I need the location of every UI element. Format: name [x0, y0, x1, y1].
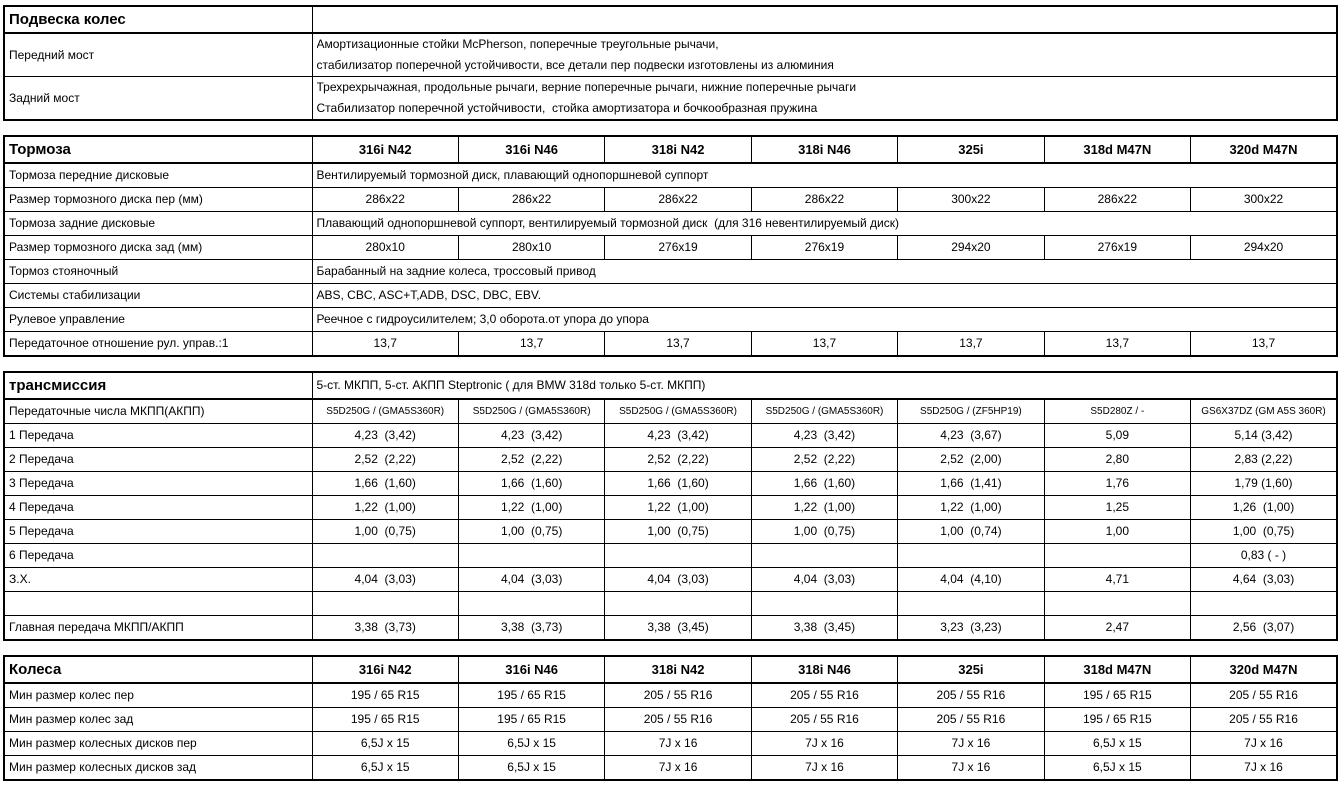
row-label: Размер тормозного диска зад (мм): [4, 236, 312, 260]
table-row: [4, 708, 1337, 732]
row-label: Задний мост: [4, 77, 312, 121]
spec-value: 195 / 65 R15: [458, 708, 604, 732]
description-line: Стабилизатор поперечной устойчивости, стойка амортизатора и бочкообразная пружина: [316, 101, 818, 115]
spec-value: 1,22 (1,00): [458, 496, 604, 520]
spec-value: 1,66 (1,41): [898, 472, 1044, 496]
spec-value: [605, 544, 751, 568]
table-row: [4, 520, 1337, 544]
model-header: 318i N42: [605, 656, 751, 683]
gearbox-code: S5D250G / (GMA5S360R): [751, 399, 897, 424]
table-row: [4, 683, 1337, 708]
spec-value: [751, 592, 897, 616]
table-row: [4, 616, 1337, 641]
spec-value: 1,66 (1,60): [605, 472, 751, 496]
model-header: 318i N46: [751, 136, 897, 163]
spec-value: 1,66 (1,60): [458, 472, 604, 496]
spec-value: 205 / 55 R16: [751, 708, 897, 732]
model-header: 316i N42: [312, 656, 458, 683]
row-label: Размер тормозного диска пер (мм): [4, 188, 312, 212]
spec-value: 6,5J x 15: [312, 756, 458, 781]
spec-value: 286x22: [458, 188, 604, 212]
spec-value: 3,38 (3,73): [312, 616, 458, 641]
table-row: [4, 399, 1337, 424]
row-label: Передаточные числа МКПП(АКПП): [4, 399, 312, 424]
table-row: [4, 592, 1337, 616]
table-row: [4, 136, 1337, 163]
spec-value: 195 / 65 R15: [458, 683, 604, 708]
spec-value: 1,22 (1,00): [751, 496, 897, 520]
spec-value: [605, 592, 751, 616]
spec-value: 286x22: [605, 188, 751, 212]
spec-value: 286x22: [751, 188, 897, 212]
gearbox-code: GS6X37DZ (GM A5S 360R): [1191, 399, 1337, 424]
row-label: Передний мост: [4, 33, 312, 77]
spec-value: 2,52 (2,22): [751, 448, 897, 472]
spec-value: [1044, 544, 1190, 568]
table-row: [4, 6, 1337, 33]
spec-span-value: Реечное с гидроусилителем; 3,0 оборота.от упора до упора: [312, 308, 1337, 332]
row-label: Мин размер колесных дисков пер: [4, 732, 312, 756]
wheels-table-body: [4, 656, 1337, 780]
spec-value: 13,7: [605, 332, 751, 357]
spec-value: 2,56 (3,07): [1191, 616, 1337, 641]
spec-value: 195 / 65 R15: [1044, 683, 1190, 708]
spec-value: 1,26 (1,00): [1191, 496, 1337, 520]
table-row: [4, 236, 1337, 260]
table-row: [4, 732, 1337, 756]
brakes-table: [3, 135, 1338, 357]
spec-value: 205 / 55 R16: [605, 708, 751, 732]
row-label: Рулевое управление: [4, 308, 312, 332]
model-header: 316i N46: [458, 656, 604, 683]
model-header: 318i N42: [605, 136, 751, 163]
suspension-description: [312, 77, 1337, 121]
spec-value: 1,22 (1,00): [898, 496, 1044, 520]
spec-value: 1,00 (0,75): [751, 520, 897, 544]
row-label: Мин размер колесных дисков зад: [4, 756, 312, 781]
row-label: Тормоза задние дисковые: [4, 212, 312, 236]
spec-value: 13,7: [751, 332, 897, 357]
table-row: [4, 568, 1337, 592]
spec-value: 2,47: [1044, 616, 1190, 641]
table-row: [4, 496, 1337, 520]
model-header: 318d M47N: [1044, 136, 1190, 163]
spec-value: 195 / 65 R15: [1044, 708, 1190, 732]
spec-value: 2,52 (2,00): [898, 448, 1044, 472]
table-row: [4, 656, 1337, 683]
table-row: [4, 448, 1337, 472]
spec-value: 300x22: [898, 188, 1044, 212]
spec-value: [312, 544, 458, 568]
empty-header-cell: [312, 6, 1337, 33]
spec-value: [751, 544, 897, 568]
spec-value: 2,52 (2,22): [312, 448, 458, 472]
table-row: [4, 472, 1337, 496]
spec-value: 4,04 (3,03): [312, 568, 458, 592]
spec-value: 5,14 (3,42): [1191, 424, 1337, 448]
spec-value: 1,22 (1,00): [605, 496, 751, 520]
table-row: [4, 544, 1337, 568]
spec-value: 286x22: [312, 188, 458, 212]
gearbox-code: S5D250G / (GMA5S360R): [458, 399, 604, 424]
spec-value: 7J x 16: [751, 732, 897, 756]
spec-value: 7J x 16: [1191, 756, 1337, 781]
spec-value: 7J x 16: [605, 756, 751, 781]
spec-value: 205 / 55 R16: [751, 683, 897, 708]
suspension-table: [3, 5, 1338, 121]
spec-value: 205 / 55 R16: [1191, 683, 1337, 708]
spec-value: 1,25: [1044, 496, 1190, 520]
spec-value: 4,23 (3,67): [898, 424, 1044, 448]
spec-value: 1,66 (1,60): [312, 472, 458, 496]
table-row: [4, 332, 1337, 357]
spec-span-value: Вентилируемый тормозной диск, плавающий однопоршневой суппорт: [312, 163, 1337, 188]
description-line: Амортизационные стойки McPherson, поперечные треугольные рычачи,: [316, 37, 719, 51]
description-line: стабилизатор поперечной устойчивости, все детали пер подвески изготовлены из алюминия: [316, 58, 834, 72]
spec-value: 294x20: [898, 236, 1044, 260]
spec-value: 13,7: [458, 332, 604, 357]
row-label: Тормоз стояночный: [4, 260, 312, 284]
spec-value: 4,04 (4,10): [898, 568, 1044, 592]
row-label: 4 Передача: [4, 496, 312, 520]
transmission-table: [3, 371, 1338, 641]
row-label: 5 Передача: [4, 520, 312, 544]
spec-value: 4,23 (3,42): [458, 424, 604, 448]
wheels-table: [3, 655, 1338, 781]
spec-value: 1,00: [1044, 520, 1190, 544]
spec-value: 1,66 (1,60): [751, 472, 897, 496]
spec-value: 1,00 (0,75): [312, 520, 458, 544]
spec-value: 1,00 (0,74): [898, 520, 1044, 544]
table-row: [4, 308, 1337, 332]
spec-value: 13,7: [312, 332, 458, 357]
spec-value: 4,04 (3,03): [458, 568, 604, 592]
model-header: 325i: [898, 656, 1044, 683]
model-header: 318i N46: [751, 656, 897, 683]
spec-value: 3,38 (3,73): [458, 616, 604, 641]
spec-value: 286x22: [1044, 188, 1190, 212]
spec-value: 280x10: [458, 236, 604, 260]
spec-value: 2,80: [1044, 448, 1190, 472]
model-header: 318d M47N: [1044, 656, 1190, 683]
gearbox-code: S5D250G / (GMA5S360R): [605, 399, 751, 424]
spec-value: 2,52 (2,22): [458, 448, 604, 472]
brakes-table-body: [4, 136, 1337, 356]
gearbox-note: 5-ст. МКПП, 5-ст. АКПП Steptronic ( для BMW 318d только 5-ст. МКПП): [312, 372, 1337, 399]
spec-value: 205 / 55 R16: [605, 683, 751, 708]
table-row: [4, 188, 1337, 212]
spec-value: 6,5J x 15: [1044, 756, 1190, 781]
spec-value: 276x19: [605, 236, 751, 260]
spec-value: 3,23 (3,23): [898, 616, 1044, 641]
model-header: 316i N46: [458, 136, 604, 163]
row-label: 2 Передача: [4, 448, 312, 472]
spec-value: 6,5J x 15: [312, 732, 458, 756]
spec-span-value: ABS, CBC, ASC+T,ADB, DSC, DBC, EBV.: [312, 284, 1337, 308]
spec-value: [312, 592, 458, 616]
spec-value: 6,5J x 15: [458, 732, 604, 756]
spec-value: 294x20: [1191, 236, 1337, 260]
spec-value: 7J x 16: [605, 732, 751, 756]
table-row: [4, 163, 1337, 188]
spec-value: 1,79 (1,60): [1191, 472, 1337, 496]
table-row: [4, 372, 1337, 399]
row-label: 3 Передача: [4, 472, 312, 496]
row-label: 1 Передача: [4, 424, 312, 448]
spec-value: [1044, 592, 1190, 616]
spec-value: 13,7: [1191, 332, 1337, 357]
spec-value: 4,23 (3,42): [751, 424, 897, 448]
spec-value: 205 / 55 R16: [898, 708, 1044, 732]
row-label: [4, 592, 312, 616]
spec-value: 4,23 (3,42): [312, 424, 458, 448]
suspension-description: [312, 33, 1337, 77]
spec-value: 280x10: [312, 236, 458, 260]
spec-value: 4,04 (3,03): [751, 568, 897, 592]
row-label: Мин размер колес пер: [4, 683, 312, 708]
model-header: 325i: [898, 136, 1044, 163]
row-label: 6 Передача: [4, 544, 312, 568]
spec-value: 13,7: [1044, 332, 1190, 357]
spec-value: 7J x 16: [898, 756, 1044, 781]
spec-value: [458, 544, 604, 568]
spec-value: 1,22 (1,00): [312, 496, 458, 520]
spec-value: 195 / 65 R15: [312, 683, 458, 708]
description-line: Трехрехрычажная, продольные рычаги, верние поперечные рычаги, нижние поперечные рычаги: [316, 80, 857, 94]
spec-value: 7J x 16: [751, 756, 897, 781]
spec-value: 7J x 16: [898, 732, 1044, 756]
transmission-table-body: [4, 372, 1337, 640]
table-row: [4, 33, 1337, 77]
table-row: [4, 260, 1337, 284]
spec-value: 2,83 (2,22): [1191, 448, 1337, 472]
spec-span-value: Барабанный на задние колеса, троссовый привод: [312, 260, 1337, 284]
model-header: 320d M47N: [1191, 136, 1337, 163]
spec-value: 6,5J x 15: [458, 756, 604, 781]
spec-value: [1191, 592, 1337, 616]
table-row: [4, 212, 1337, 236]
row-label: Мин размер колес зад: [4, 708, 312, 732]
spec-value: 13,7: [898, 332, 1044, 357]
row-label: Передаточное отношение рул. управ.:1: [4, 332, 312, 357]
table-row: [4, 424, 1337, 448]
table-title: Колеса: [4, 656, 312, 683]
row-label: Главная передача МКПП/АКПП: [4, 616, 312, 641]
spec-value: 2,52 (2,22): [605, 448, 751, 472]
spec-value: 276x19: [751, 236, 897, 260]
spec-value: 1,00 (0,75): [458, 520, 604, 544]
model-header: 320d M47N: [1191, 656, 1337, 683]
row-label: Тормоза передние дисковые: [4, 163, 312, 188]
spec-value: 5,09: [1044, 424, 1190, 448]
spec-value: 3,38 (3,45): [751, 616, 897, 641]
spec-value: 276x19: [1044, 236, 1190, 260]
spec-value: [898, 544, 1044, 568]
spec-value: 300x22: [1191, 188, 1337, 212]
spec-value: 4,23 (3,42): [605, 424, 751, 448]
spec-value: 4,64 (3,03): [1191, 568, 1337, 592]
spec-value: 6,5J x 15: [1044, 732, 1190, 756]
row-label: З.Х.: [4, 568, 312, 592]
suspension-table-body: [4, 6, 1337, 120]
model-header: 316i N42: [312, 136, 458, 163]
table-row: [4, 284, 1337, 308]
spec-value: [898, 592, 1044, 616]
spec-span-value: Плавающий однопоршневой суппорт, вентилируемый тормозной диск (для 316 невентилируемый диск): [312, 212, 1337, 236]
spec-value: 205 / 55 R16: [898, 683, 1044, 708]
spec-value: 3,38 (3,45): [605, 616, 751, 641]
gearbox-code: S5D250G / (GMA5S360R): [312, 399, 458, 424]
table-title: Подвеска колес: [4, 6, 312, 33]
gearbox-code: S5D280Z / -: [1044, 399, 1190, 424]
table-row: [4, 756, 1337, 781]
spec-value: 1,00 (0,75): [605, 520, 751, 544]
table-row: [4, 77, 1337, 121]
spec-value: 7J x 16: [1191, 732, 1337, 756]
spec-value: 1,76: [1044, 472, 1190, 496]
table-title: Тормоза: [4, 136, 312, 163]
spec-value: 1,00 (0,75): [1191, 520, 1337, 544]
row-label: Системы стабилизации: [4, 284, 312, 308]
spec-value: 4,04 (3,03): [605, 568, 751, 592]
spec-value: 4,71: [1044, 568, 1190, 592]
gearbox-code: S5D250G / (ZF5HP19): [898, 399, 1044, 424]
spec-value: 205 / 55 R16: [1191, 708, 1337, 732]
table-title: трансмиссия: [4, 372, 312, 399]
spec-value: 195 / 65 R15: [312, 708, 458, 732]
spec-value: [458, 592, 604, 616]
spec-value: 0,83 ( - ): [1191, 544, 1337, 568]
